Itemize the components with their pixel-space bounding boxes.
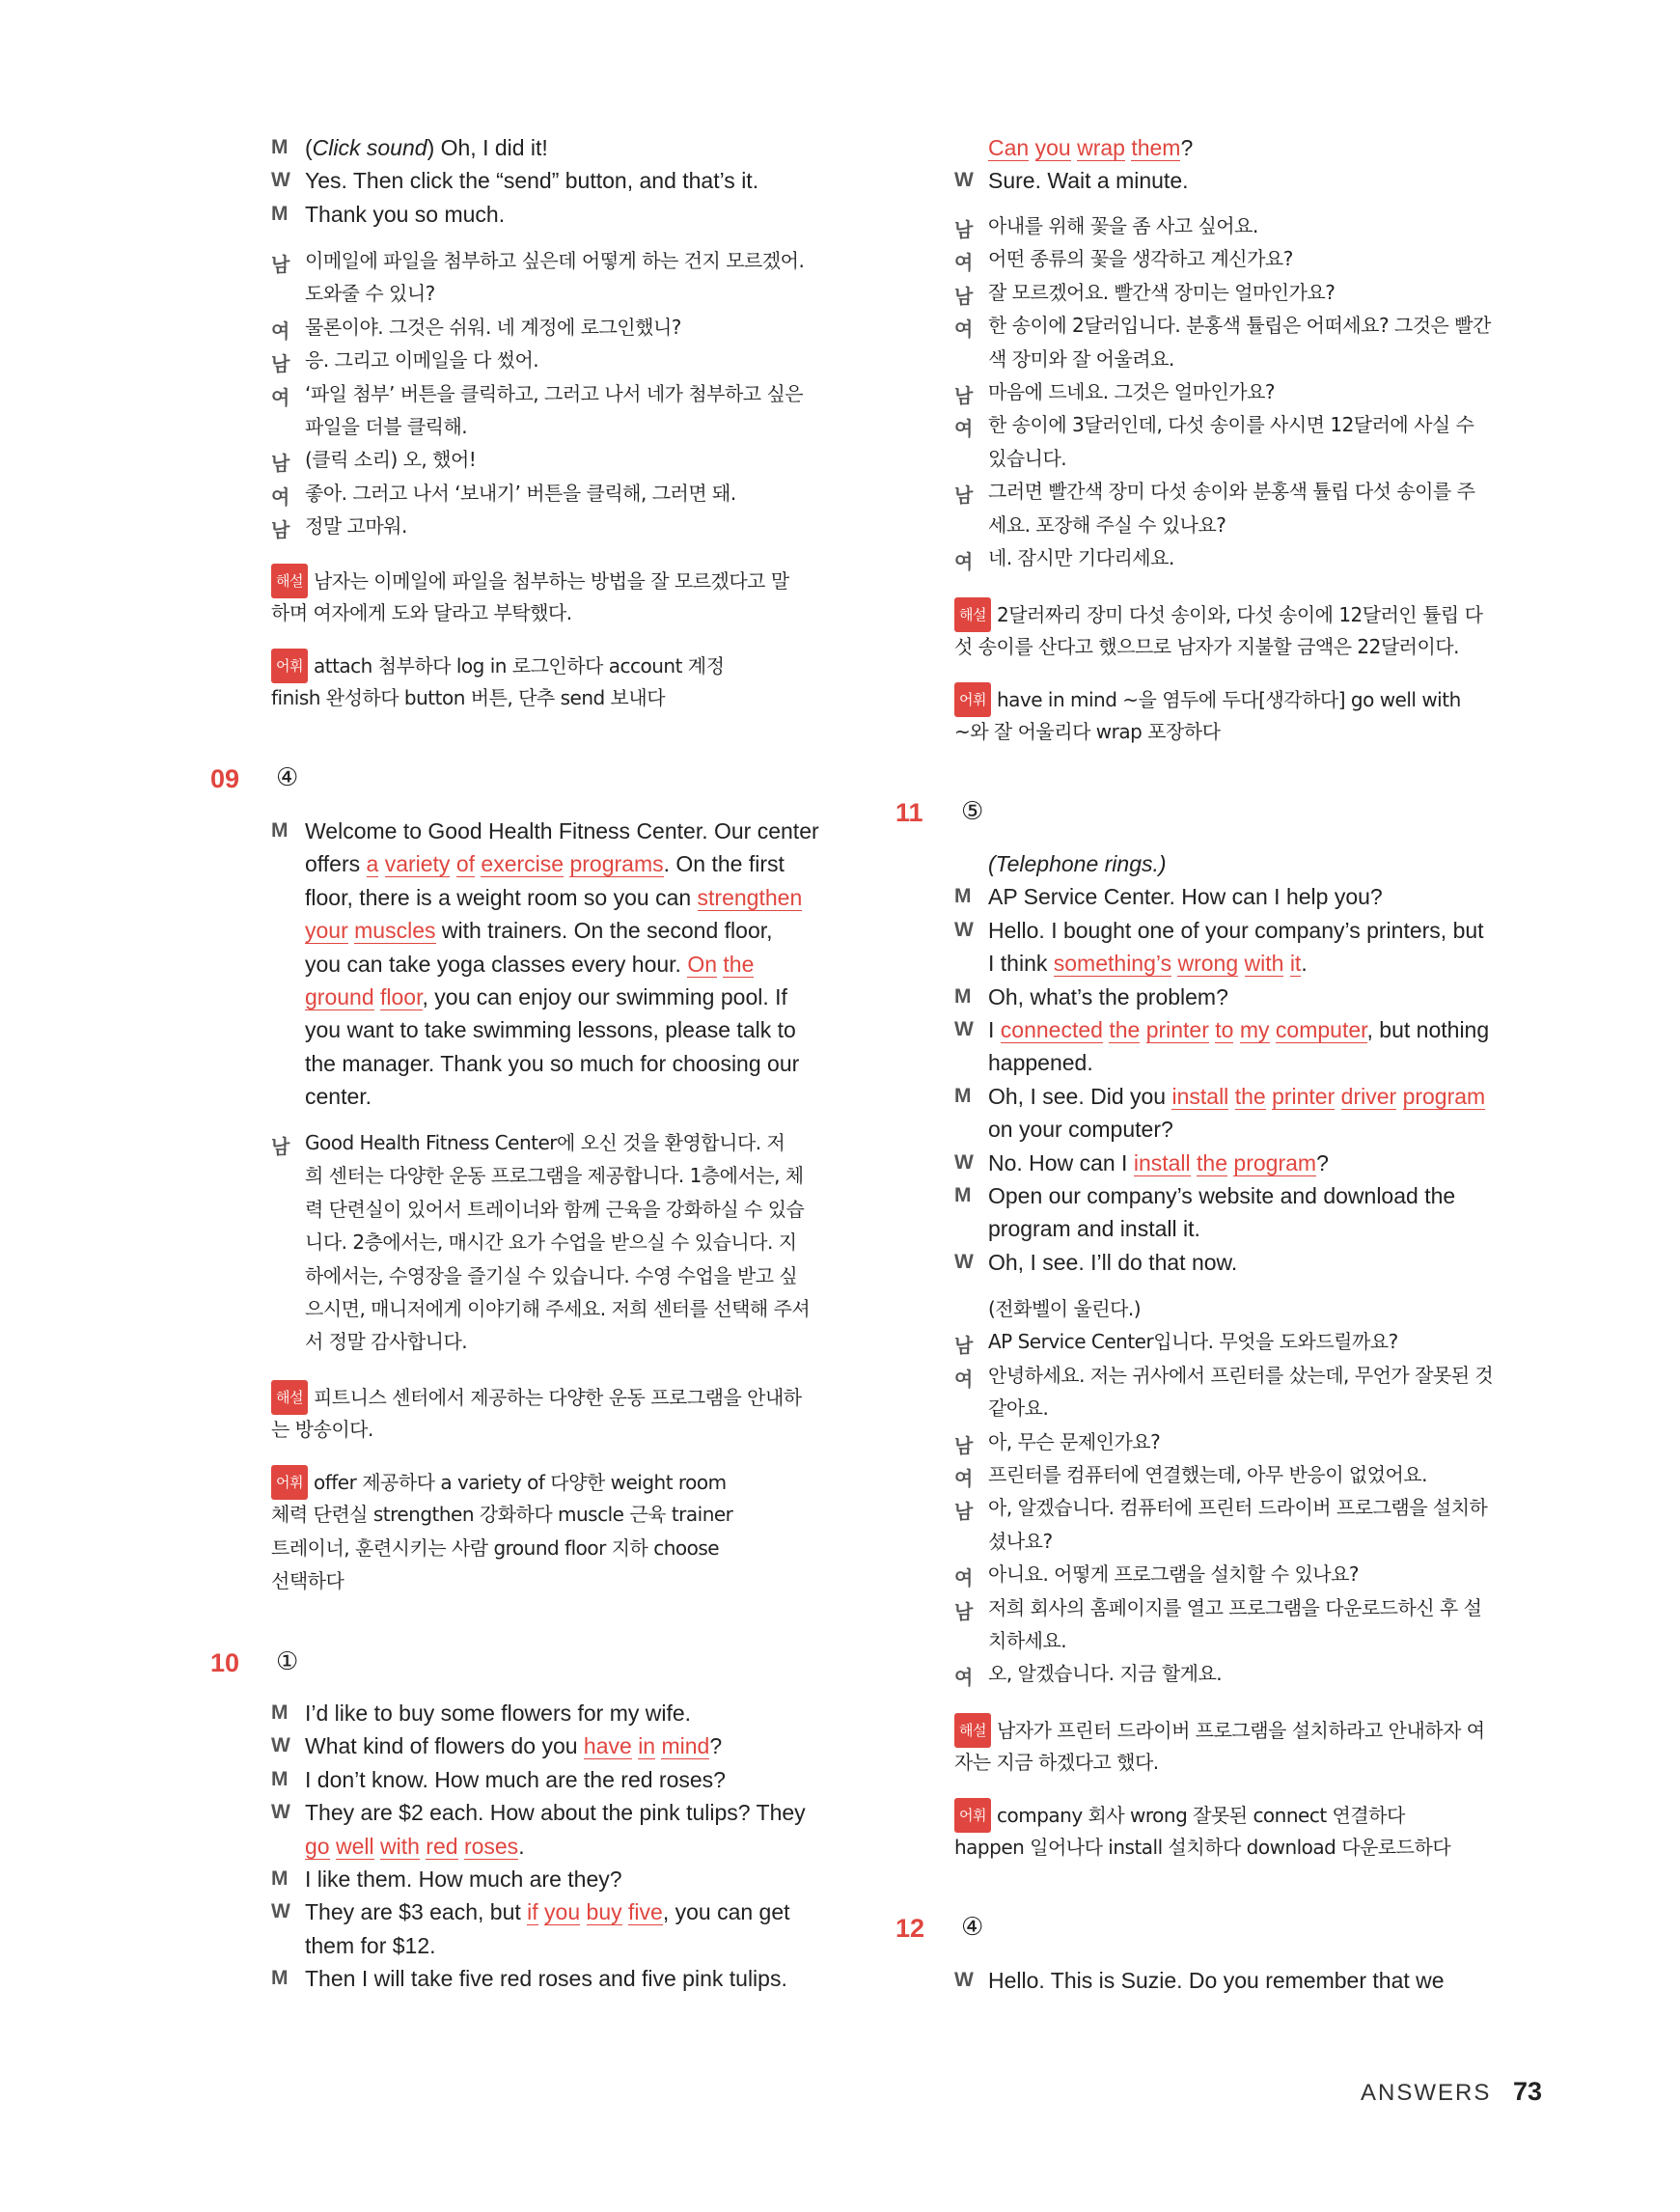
vocabulary: 어휘 offer 제공하다 a variety of 다양한 weight room — [271, 1465, 727, 1500]
question-11-number: 11 — [895, 798, 923, 827]
vocabulary: 체력 단련실 strengthen 강화하다 muscle 근육 trainer — [271, 1503, 733, 1527]
explanation: 자는 지금 하겠다고 했다. — [954, 1751, 1159, 1775]
explanation-tag: 해설 — [954, 1713, 991, 1748]
korean-line: 안녕하세요. 저는 귀사에서 프린터를 샀는데, 무언가 잘못된 것 — [988, 1363, 1494, 1387]
explanation-tag: 해설 — [271, 564, 308, 598]
speaker-label: M — [271, 136, 289, 158]
korean-line: 정말 고마워. — [305, 514, 407, 539]
script-line: Welcome to Good Health Fitness Center. Our center — [305, 818, 819, 843]
script-line: you want to take swimming lessons, please talk to — [305, 1017, 796, 1043]
speaker-label: 여 — [954, 1666, 973, 1690]
korean-line: 하에서는, 수영장을 즐기실 수 있습니다. 수영 수업을 받고 싶 — [305, 1263, 798, 1287]
explanation: 해설 2달러짜리 장미 다섯 송이와, 다섯 송이에 12달러인 튤립 다 — [954, 597, 1482, 632]
speaker-label: 남 — [271, 253, 289, 276]
script-line: What kind of flowers do you have in mind? — [305, 1733, 723, 1759]
script-line: They are $3 each, but if you buy five, you can get — [305, 1899, 790, 1925]
korean-line: 서 정말 감사합니다. — [305, 1330, 468, 1354]
korean-line: 같아요. — [988, 1396, 1049, 1421]
korean-line: 색 장미와 잘 어울려요. — [988, 346, 1174, 371]
speaker-label: 여 — [954, 1566, 973, 1590]
korean-line: 세요. 포장해 주실 수 있나요? — [988, 512, 1226, 537]
korean-line: 물론이야. 그것은 쉬워. 네 계정에 로그인했니? — [305, 315, 681, 339]
script-line: your muscles with trainers. On the second floor, — [305, 918, 773, 944]
question-10-number: 10 — [210, 1648, 240, 1677]
korean-line: ‘파일 첨부’ 버튼을 클릭하고, 그러고 나서 네가 첨부하고 싶은 — [305, 381, 804, 405]
script-line: Thank you so much. — [305, 201, 506, 227]
question-09-answer: ④ — [276, 762, 299, 791]
script-line: Then I will take five red roses and five pink tulips. — [305, 1966, 787, 1992]
script-line: happened. — [988, 1050, 1093, 1076]
korean-line: AP Service Center입니다. 무엇을 도와드릴까요? — [988, 1330, 1398, 1354]
korean-line: 아니요. 어떻게 프로그램을 설치할 수 있나요? — [988, 1562, 1360, 1587]
speaker-label: 남 — [954, 284, 973, 308]
script-line: Oh, I see. I’ll do that now. — [988, 1249, 1238, 1275]
vocabulary: happen 일어나다 install 설치하다 download 다운로드하다 — [954, 1836, 1451, 1860]
korean-line: 력 단련실이 있어서 트레이너와 함께 근육을 강화하실 수 있습 — [305, 1197, 805, 1221]
korean-line: 있습니다. — [988, 446, 1067, 470]
script-line: I connected the printer to my computer, but nothing — [988, 1017, 1490, 1042]
script-line: Oh, what’s the problem? — [988, 983, 1228, 1009]
korean-line: 이메일에 파일을 첨부하고 싶은데 어떻게 하는 건지 모르겠어. — [305, 249, 805, 272]
speaker-label: M — [954, 1084, 972, 1107]
korean-line: 셨나요? — [988, 1529, 1053, 1553]
script-line: I like them. How much are they? — [305, 1866, 622, 1892]
script-line: I’d like to buy some flowers for my wife. — [305, 1700, 692, 1726]
speaker-label: W — [271, 169, 290, 192]
speaker-label: 여 — [271, 385, 289, 409]
question-12-number: 12 — [895, 1914, 925, 1943]
speaker-label: W — [271, 1734, 290, 1757]
korean-line: (클릭 소리) 오, 했어! — [305, 448, 477, 472]
speaker-label: M — [271, 1967, 289, 1990]
vocabulary: 트레이너, 훈련시키는 사람 ground floor 지하 choose — [271, 1535, 720, 1560]
korean-line: 잘 모르겠어요. 빨간색 장미는 얼마인가요? — [988, 280, 1336, 304]
vocabulary: 어휘 have in mind ~을 염두에 두다[생각하다] go well with — [954, 682, 1461, 717]
korean-line: 아, 무슨 문제인가요? — [988, 1429, 1161, 1453]
script-line: program and install it. — [988, 1216, 1200, 1242]
explanation: 해설 남자는 이메일에 파일을 첨부하는 방법을 잘 모르겠다고 말 — [271, 564, 789, 598]
vocabulary: ~와 잘 어울리다 wrap 포장하다 — [954, 720, 1221, 744]
speaker-label: 남 — [271, 352, 289, 376]
script-line: Open our company’s website and download the — [988, 1183, 1456, 1208]
explanation: 섯 송이를 산다고 했으므로 남자가 지불할 금액은 22달러이다. — [954, 635, 1459, 659]
speaker-label: W — [954, 918, 974, 941]
question-10-answer: ① — [276, 1646, 299, 1675]
explanation-tag: 해설 — [271, 1380, 308, 1415]
speaker-label: 여 — [954, 318, 973, 342]
vocabulary-tag: 어휘 — [271, 1465, 308, 1500]
korean-line: 으시면, 매니저에게 이야기해 주세요. 저희 센터를 선택해 주셔 — [305, 1297, 811, 1320]
script-line: Oh, I see. Did you install the printer driver program — [988, 1083, 1486, 1109]
script-line: the manager. Thank you so much for choosing our — [305, 1050, 800, 1076]
script-line: I don’t know. How much are the red roses? — [305, 1766, 726, 1792]
speaker-label: M — [954, 984, 972, 1008]
speaker-label: 남 — [954, 1500, 973, 1524]
vocabulary: 선택하다 — [271, 1569, 344, 1593]
script-line: AP Service Center. How can I help you? — [988, 884, 1383, 910]
script-line: Hello. I bought one of your company’s printers, but — [988, 917, 1484, 943]
speaker-label: W — [271, 1801, 290, 1824]
speaker-label: M — [271, 1767, 289, 1790]
korean-line: (전화벨이 울린다.) — [988, 1297, 1142, 1320]
korean-line: 한 송이에 2달러입니다. 분홍색 튤립은 어떠세요? 그것은 빨간 — [988, 314, 1491, 338]
script-line: No. How can I install the program? — [988, 1149, 1329, 1175]
korean-line: 희 센터는 다양한 운동 프로그램을 제공합니다. 1층에서는, 체 — [305, 1164, 804, 1188]
script-line: I think something’s wrong with it. — [988, 951, 1308, 977]
vocabulary-tag: 어휘 — [271, 649, 308, 683]
script-line: Sure. Wait a minute. — [988, 168, 1189, 194]
speaker-label: 여 — [271, 484, 289, 509]
speaker-label: 여 — [954, 1467, 973, 1490]
script-line: go well with red roses. — [305, 1833, 525, 1859]
speaker-label: M — [271, 1867, 289, 1890]
explanation: 해설 남자가 프린터 드라이버 프로그램을 설치하라고 안내하자 여 — [954, 1713, 1485, 1748]
script-line: on your computer? — [988, 1117, 1173, 1143]
script-line: Hello. This is Suzie. Do you remember that we — [988, 1968, 1445, 1993]
speaker-label: W — [954, 169, 974, 192]
speaker-label: 여 — [954, 550, 973, 573]
footer-label: ANSWERS — [1361, 2080, 1492, 2106]
speaker-label: M — [271, 819, 289, 842]
question-09-number: 09 — [210, 764, 240, 793]
korean-line: 마음에 드네요. 그것은 얼마인가요? — [988, 380, 1276, 403]
explanation: 는 방송이다. — [271, 1418, 373, 1442]
vocabulary-tag: 어휘 — [954, 1798, 991, 1833]
speaker-label: 남 — [271, 518, 289, 542]
script-line: (Click sound) Oh, I did it! — [305, 135, 548, 160]
speaker-label: 남 — [954, 218, 973, 241]
korean-line: 네. 잠시만 기다리세요. — [988, 546, 1174, 569]
speaker-label: W — [954, 1969, 974, 1991]
explanation-tag: 해설 — [954, 597, 991, 632]
question-12-answer: ④ — [961, 1912, 984, 1941]
speaker-label: 여 — [954, 1367, 973, 1391]
korean-line: 오, 알겠습니다. 지금 할게요. — [988, 1662, 1223, 1686]
speaker-label: 남 — [954, 384, 973, 407]
speaker-label: M — [271, 1701, 289, 1724]
speaker-label: W — [271, 1900, 290, 1923]
question-11-answer: ⑤ — [961, 796, 984, 825]
korean-line: 니다. 2층에서는, 매시간 요가 수업을 받으실 수 있습니다. 지 — [305, 1230, 797, 1255]
speaker-label: 여 — [954, 251, 973, 275]
speaker-label: 남 — [954, 484, 973, 508]
speaker-label: 남 — [954, 1334, 973, 1358]
korean-line: 프린터를 컴퓨터에 연결했는데, 아무 반응이 없었어요. — [988, 1463, 1428, 1486]
speaker-label: 남 — [271, 452, 289, 476]
script-line: ground floor, you can enjoy our swimming pool. If — [305, 984, 787, 1009]
speaker-label: M — [954, 885, 972, 908]
script-line: Yes. Then click the “send” button, and that’s it. — [305, 168, 759, 194]
korean-line: 파일을 더블 클릭해. — [305, 415, 468, 438]
korean-line: 한 송이에 3달러인데, 다섯 송이를 사시면 12달러에 사실 수 — [988, 413, 1474, 437]
korean-line: 좋아. 그러고 나서 ‘보내기’ 버튼을 클릭해, 그러면 돼. — [305, 481, 736, 505]
vocabulary: finish 완성하다 button 버튼, 단추 send 보내다 — [271, 686, 666, 710]
korean-line: 도와줄 수 있니? — [305, 282, 435, 306]
speaker-label: W — [954, 1018, 974, 1040]
korean-line: Good Health Fitness Center에 오신 것을 환영합니다. 저 — [305, 1131, 785, 1154]
vocabulary: 어휘 attach 첨부하다 log in 로그인하다 account 계정 — [271, 649, 724, 683]
script-line: They are $2 each. How about the pink tulips? They — [305, 1800, 806, 1826]
korean-line: 치하세요. — [988, 1629, 1067, 1652]
script-line: (Telephone rings.) — [988, 851, 1167, 876]
speaker-label: 여 — [271, 318, 289, 343]
speaker-label: 남 — [954, 1433, 973, 1457]
explanation: 해설 피트니스 센터에서 제공하는 다양한 운동 프로그램을 안내하 — [271, 1380, 802, 1415]
korean-line: 아, 알겠습니다. 컴퓨터에 프린터 드라이버 프로그램을 설치하 — [988, 1496, 1488, 1520]
script-line: you can take yoga classes every hour. On the — [305, 951, 755, 977]
korean-line: 아내를 위해 꽃을 좀 사고 싶어요. — [988, 214, 1258, 237]
script-line: floor, there is a weight room so you can strengthen — [305, 884, 803, 910]
speaker-label: 남 — [271, 1135, 289, 1158]
korean-line: 그러면 빨간색 장미 다섯 송이와 분홍색 튤립 다섯 송이를 주 — [988, 480, 1475, 504]
speaker-label: 남 — [954, 1599, 973, 1623]
korean-line: 어떤 종류의 꽃을 생각하고 계신가요? — [988, 247, 1293, 271]
speaker-label: W — [954, 1250, 974, 1273]
script-line: center. — [305, 1084, 372, 1110]
script-line: offers a variety of exercise programs. On the first — [305, 851, 785, 877]
page-number: 73 — [1513, 2077, 1543, 2106]
korean-line: 저희 회사의 홈페이지를 열고 프로그램을 다운로드하신 후 설 — [988, 1595, 1482, 1619]
script-line: Can you wrap them? — [988, 135, 1194, 160]
speaker-label: 여 — [954, 417, 973, 441]
explanation: 하며 여자에게 도와 달라고 부탁했다. — [271, 601, 572, 625]
vocabulary: 어휘 company 회사 wrong 잘못된 connect 연결하다 — [954, 1798, 1405, 1833]
vocabulary-tag: 어휘 — [954, 682, 991, 717]
korean-line: 응. 그리고 이메일을 다 썼어. — [305, 348, 539, 373]
script-line: them for $12. — [305, 1932, 436, 1958]
speaker-label: M — [954, 1184, 972, 1206]
speaker-label: W — [954, 1150, 974, 1174]
speaker-label: M — [271, 202, 289, 225]
